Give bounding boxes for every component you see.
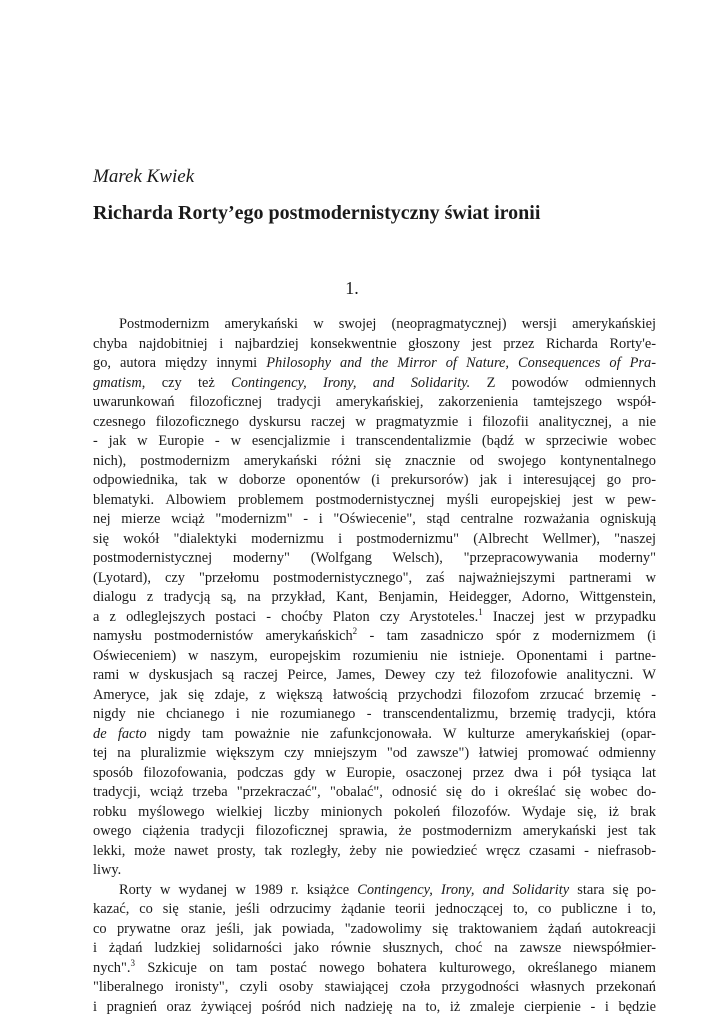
text-line: rami w dyskusjach są raczej Peirce, James, Dewey czy też filozofowie analityczni. W [93,667,656,683]
section-number: 1. [345,278,359,298]
text-line: i pragnień oraz żywiącej pośród nich nadzieję na to, iż zmaleje cierpienie - i będzie [93,998,656,1015]
article-body [93,315,656,1017]
article-title: Richarda Rorty’ego postmodernistyczny świat ironii [93,202,541,224]
text-line: nych".$^3$ Szkicuje on tam postać nowego bohatera kulturowego, określanego mianem [93,957,656,976]
text-line: czesnego filozoficznego dyskursu raczej w pragmatyzmie i filozofii analitycznej, a nie [93,413,656,430]
text-line: tej na pluralizmie większym czy mniejszym "od zawsze") łatwiej promować odmienny [93,745,656,761]
text-line: się wokół "dialektyki modernizmu i postmodernizmu" (Albrecht Wellmer), "naszej [93,530,656,547]
text-line: namysłu postmodernistów amerykańskich$^2$ - tam zasadniczo spór z modernizmem (i [93,626,656,644]
paragraph [93,881,656,1018]
text-line: sposób filozofowania, podczas gdy w Europie, osaczonej przez dwa i pół tysiąca lat [93,764,656,781]
book-title: Philosophy and the Mirror of Nature, Consequences of Pra- [266,355,656,371]
text-line: (Lyotard), czy "przełomu postmodernistycznego", zaś najważniejszymi partnerami w [93,569,656,586]
text-line: Postmodernizm amerykański w swojej (neopragmatycznej) wersji amerykańskiej [119,316,656,332]
text-line: gmatism, czy też Contingency, Irony, and Solidarity. Z powodów odmiennych [93,374,657,391]
text-line: lekki, może nawet prosty, tak rozległy, żeby nie powiedzieć wręcz czasami - niefrasob- [93,842,656,859]
book-title: Contingency, Irony, and Solidarity [357,881,570,898]
text-line: co prywatne oraz jeśli, jak powiada, "zadowolimy się traktowaniem żądań autokreacji [93,920,656,937]
text-line: dialogu z tradycją są, na przykład, Kant, Benjamin, Heidegger, Adorno, Wittgenstein, [93,589,656,605]
text-line: postmodernistycznej moderny" (Wolfgang Welsch), "przepracowywania moderny" [93,550,656,566]
text-line: robku myślowego wielkiej liczby minionych pokoleń filozofów. Wydaje się, iż brak [93,803,656,820]
text-line: de facto nigdy tam poważnie nie zafunkcjonowała. W kulturze amerykańskiej (opar- [93,725,656,742]
text-line: owego ciążenia tradycji filozoficznej sprawia, że postmodernizm amerykański jest tak [93,823,656,839]
text-line: liwy. [93,862,122,878]
paragraph [93,315,656,881]
text-line: a z odleglejszych postaci - choćby Platon czy Arystoteles.$^1$ Inaczej jest w przypadku [93,606,656,625]
text-line: "liberalnego ironisty", czyli osoby stawiającej czoła przygodności własnych przekonań [93,979,656,995]
text-line: Oświeceniem) w naszym, europejskim rozumieniu nie istnieje. Oponentami i partne- [93,647,656,664]
text-line: i żądań ludzkiej solidarności jako równie słusznych, choć na zawsze niewspółmier- [93,940,656,956]
text-line: odpowiednika, tak w doborze oponentów (i prekursorów) jak i interesującej go pro- [93,472,656,488]
text-line: - jak w Europie - w esencjalizmie i transcendentalizmie (bądź w sprzeciwie wobec [93,433,656,449]
text-line: nich), postmodernizm amerykański różni się znacznie od swojego kontynentalnego [93,452,656,469]
footnote-marker: 1 [478,606,483,617]
text-line: nej mierze wciąż "modernizm" - i "Oświecenie", stąd centralne rozważania ogniskują [93,511,656,527]
footnote-marker: 2 [352,626,358,636]
book-title: gmatism [93,374,142,391]
text-line: kazać, co się stanie, jeśli odrzucimy żądanie teorii jednoczącej to, co publiczne i to, [93,901,656,917]
text-line: Rorty w wydanej w 1989 r. książce Contingency, Irony, and Solidarity stara się po- [119,881,656,898]
footnote-marker: 3 [130,957,135,968]
text-line: chyba najdobitniej i najbardziej konsekwentnie głoszony jest przez Richarda Rorty'e- [93,335,656,352]
text-line: Ameryce, jak się zdaje, z większą łatwością przychodzi filozofom zrzucać brzemię - [93,686,656,703]
book-title: Contingency, Irony, and Solidarity. [231,374,471,391]
text-line: tradycji, wciąż trzeba "przekraczać", "obalać", odnosić się do i określać się wobec do- [93,784,656,800]
text-line: uwarunkowań filozoficznej tradycji amerykańskiej, zakorzenienia tamtejszego współ- [93,394,656,410]
text-line: blematyki. Albowiem problemem postmodernistycznej myśli europejskiej jest w pew- [93,491,656,508]
latin-phrase: de facto [93,725,147,742]
author-name: Marek Kwiek [93,166,195,187]
text-line: nigdy nie chcianego i nie rozumianego - transcendentalizmu, brzemię tradycji, która [93,706,656,722]
text-line: go, autora między innymi Philosophy and the Mirror of Nature, Consequences of Pra- [93,355,656,371]
